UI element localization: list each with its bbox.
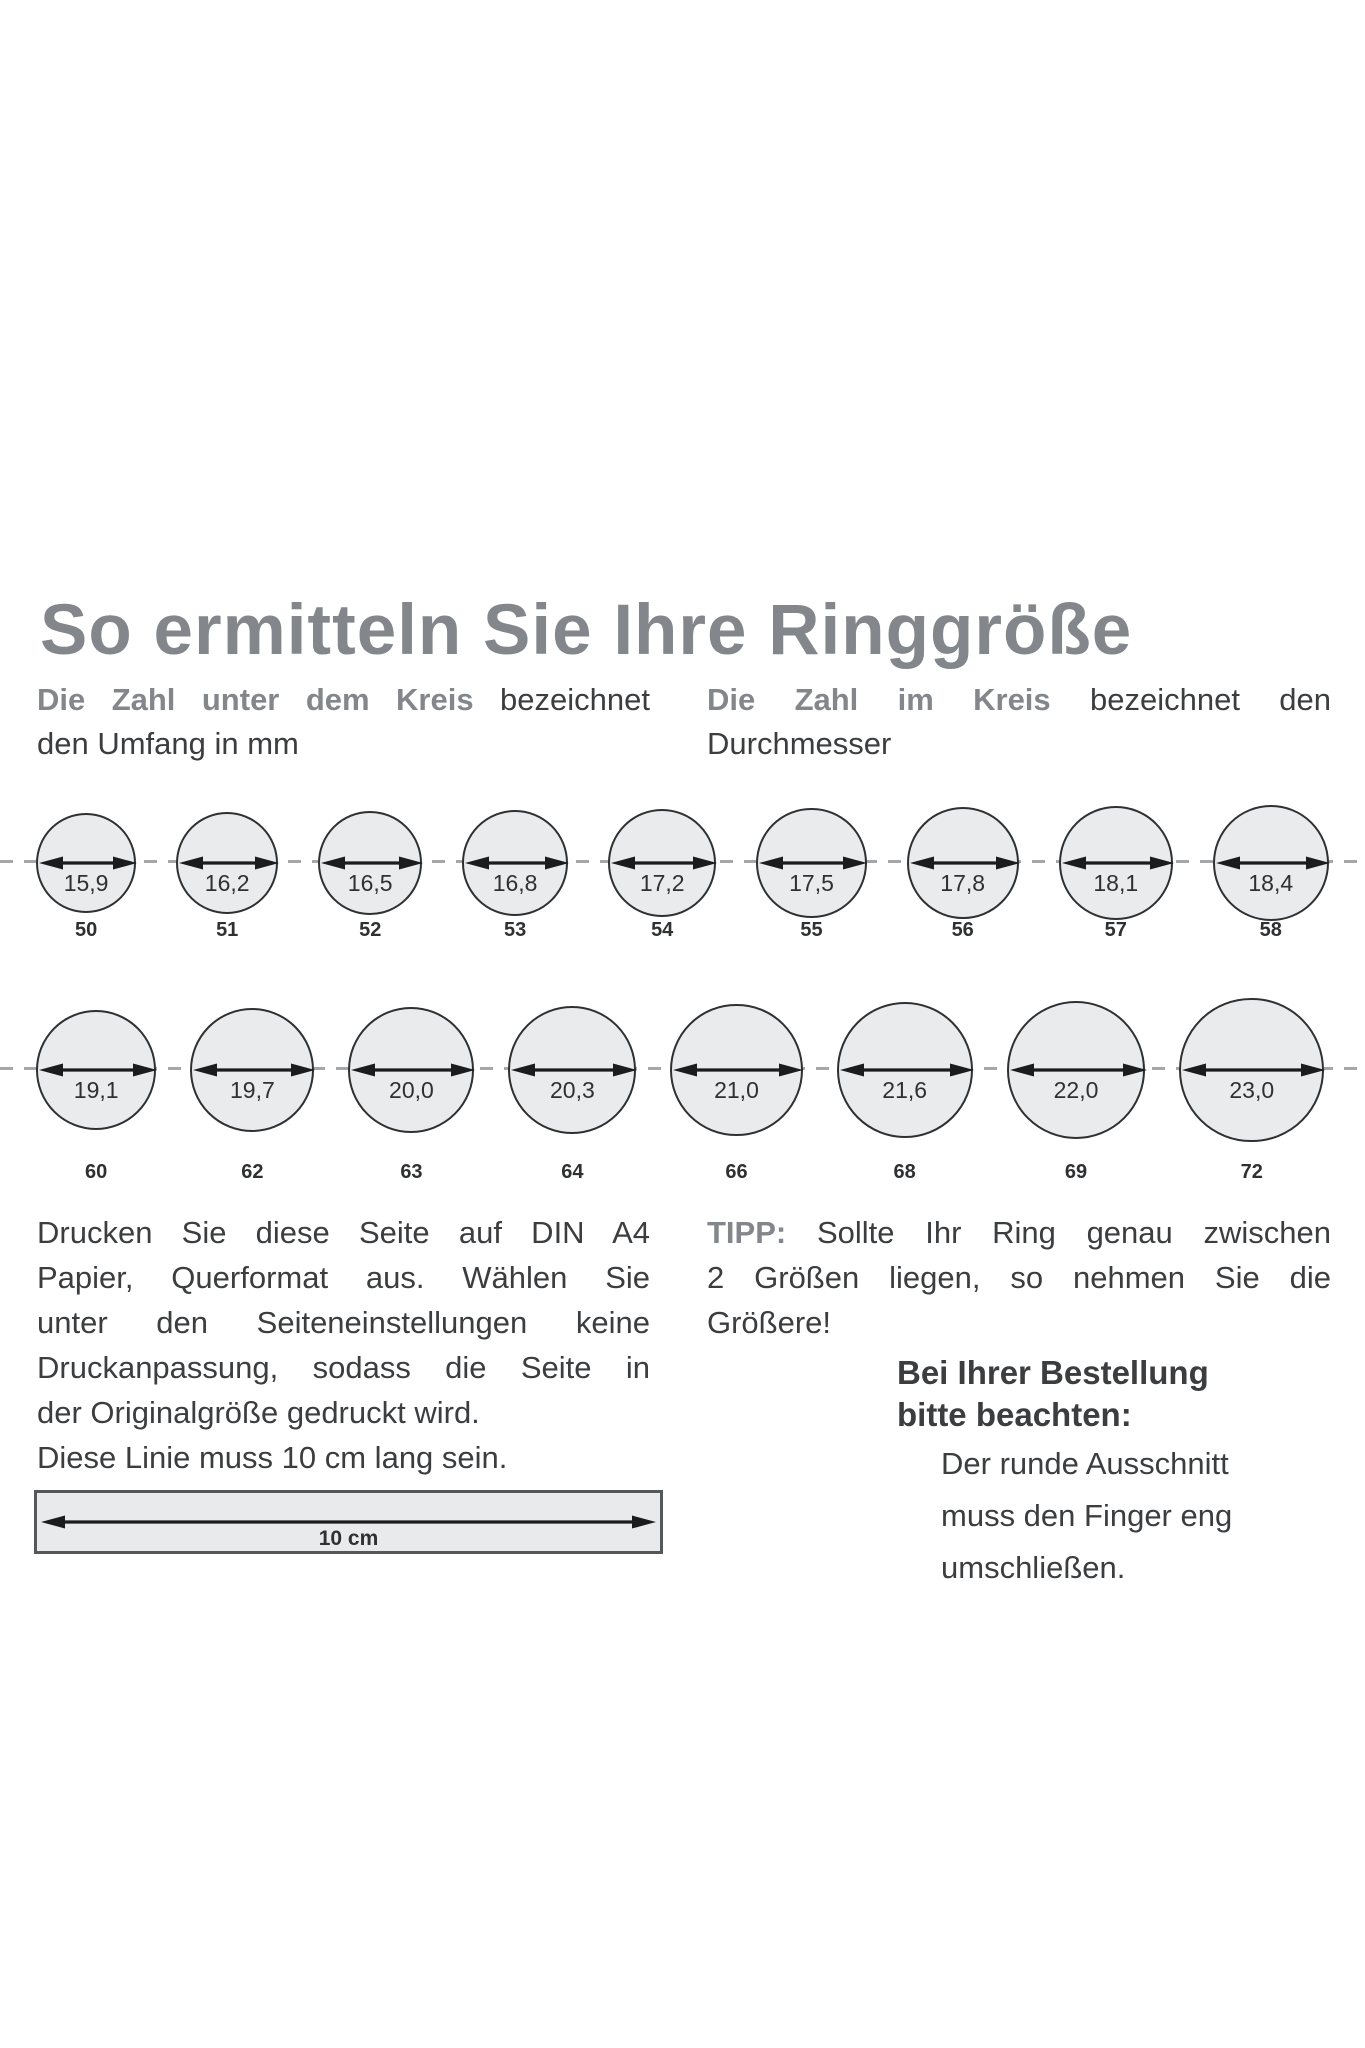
ring-size-value: 68 bbox=[893, 1161, 916, 1183]
ring-size-value: 62 bbox=[241, 1161, 264, 1183]
print-instructions-line: Diese Linie muss 10 cm lang sein. bbox=[37, 1440, 508, 1475]
order-note-body-line2: muss den Finger eng bbox=[941, 1498, 1233, 1533]
ring-size-value: 55 bbox=[800, 919, 823, 941]
tip-label: TIPP: bbox=[707, 1215, 787, 1250]
page-title: So ermitteln Sie Ihre Ringgröße bbox=[40, 591, 1133, 670]
tip-paragraph bbox=[707, 1210, 1331, 1345]
print-instructions-line: Drucken Sie diese Seite auf DIN A4 bbox=[37, 1215, 650, 1250]
ring-size-value: 60 bbox=[85, 1161, 108, 1183]
diameter-value: 22,0 bbox=[1053, 1076, 1099, 1103]
legend-diameter bbox=[707, 678, 1331, 766]
ring-circle bbox=[36, 1010, 156, 1130]
ring-size-value: 51 bbox=[216, 919, 239, 941]
order-note-body-line1: Der runde Ausschnitt bbox=[941, 1446, 1229, 1481]
print-instructions-line: der Originalgröße gedruckt wird. bbox=[37, 1395, 480, 1430]
tip-line2: 2 Größen liegen, so nehmen Sie die bbox=[707, 1260, 1331, 1295]
diameter-value: 16,8 bbox=[492, 869, 538, 896]
diameter-value: 19,7 bbox=[230, 1076, 275, 1103]
ring-size-value: 72 bbox=[1240, 1161, 1263, 1183]
diameter-value: 17,2 bbox=[639, 869, 685, 896]
tip-line1 bbox=[707, 1210, 1331, 1255]
ring-circle bbox=[176, 812, 278, 914]
print-instructions-line: Papier, Querformat aus. Wählen Sie bbox=[37, 1260, 650, 1295]
ring-circle bbox=[608, 809, 716, 917]
legend-circumference-line2: den Umfang in mm bbox=[37, 726, 299, 761]
order-note-heading-line2: bitte beachten: bbox=[897, 1396, 1132, 1433]
ring-size-value: 54 bbox=[651, 919, 674, 941]
legend-diameter-line1 bbox=[707, 678, 1331, 722]
ring-circle bbox=[907, 807, 1019, 919]
ring-size-value: 64 bbox=[561, 1161, 584, 1183]
ring-size-value: 66 bbox=[725, 1161, 748, 1183]
ring-size-value: 57 bbox=[1104, 919, 1127, 941]
legend-diameter-rest: bezeichnet den bbox=[1090, 682, 1331, 717]
legend-diameter-line2: Durchmesser bbox=[707, 726, 892, 761]
tip-line1-rest: Sollte Ihr Ring genau zwischen bbox=[816, 1215, 1331, 1250]
ring-circle bbox=[756, 808, 866, 918]
diameter-value: 20,0 bbox=[389, 1077, 434, 1103]
tip-line3: Größere! bbox=[707, 1305, 832, 1340]
ring-circle bbox=[1059, 806, 1173, 920]
order-note-body-line3: umschließen. bbox=[941, 1550, 1126, 1585]
order-note-heading bbox=[897, 1352, 1209, 1436]
diameter-value: 17,8 bbox=[940, 869, 986, 896]
legend-circumference-rest: bezeichnet bbox=[500, 682, 650, 717]
ring-size-value: 69 bbox=[1064, 1161, 1088, 1183]
ring-circle bbox=[1179, 998, 1324, 1143]
diameter-value: 21,6 bbox=[882, 1076, 928, 1103]
ring-circle bbox=[508, 1006, 636, 1134]
diameter-value: 23,0 bbox=[1229, 1076, 1275, 1103]
ring-circle bbox=[190, 1008, 314, 1132]
order-note-body bbox=[941, 1438, 1232, 1594]
diameter-value: 17,5 bbox=[789, 870, 834, 896]
order-note-heading-line1: Bei Ihrer Bestellung bbox=[897, 1354, 1209, 1391]
ring-size-value: 53 bbox=[503, 919, 527, 941]
ring-circle bbox=[36, 813, 136, 913]
diameter-value: 21,0 bbox=[714, 1076, 759, 1103]
ring-circle bbox=[837, 1002, 973, 1138]
legend-diameter-bold: Die Zahl im Kreis bbox=[707, 682, 1051, 717]
ring-size-value: 56 bbox=[951, 919, 974, 941]
print-instructions-line: unter den Seiteneinstellungen keine bbox=[37, 1305, 650, 1340]
diameter-value: 20,3 bbox=[549, 1076, 595, 1103]
ring-size-value: 63 bbox=[400, 1161, 423, 1183]
ring-circle bbox=[1213, 805, 1329, 921]
print-instructions-line: Druckanpassung, sodass die Seite in bbox=[37, 1350, 650, 1385]
diameter-value: 19,1 bbox=[73, 1076, 119, 1103]
legend-circumference bbox=[37, 678, 650, 766]
ring-circle bbox=[670, 1004, 802, 1136]
ring-circle bbox=[318, 811, 422, 915]
legend-circumference-line1 bbox=[37, 678, 650, 722]
ring-circle bbox=[462, 810, 568, 916]
ruler-length-label: 10 cm bbox=[318, 1527, 379, 1550]
ring-circle bbox=[1007, 1001, 1146, 1140]
diameter-value: 16,2 bbox=[204, 869, 250, 896]
legend-circumference-bold: Die Zahl unter dem Kreis bbox=[37, 682, 474, 717]
ring-size-value: 50 bbox=[74, 919, 98, 941]
diameter-value: 18,4 bbox=[1248, 869, 1294, 896]
diameter-value: 15,9 bbox=[63, 869, 109, 896]
print-instructions bbox=[37, 1210, 650, 1480]
ring-size-value: 52 bbox=[359, 919, 382, 941]
diameter-value: 16,5 bbox=[347, 869, 393, 896]
ring-circle bbox=[348, 1007, 474, 1133]
ring-size-value: 58 bbox=[1259, 919, 1282, 941]
ten-cm-reference-bar bbox=[34, 1490, 663, 1554]
diameter-value: 18,1 bbox=[1093, 869, 1139, 896]
